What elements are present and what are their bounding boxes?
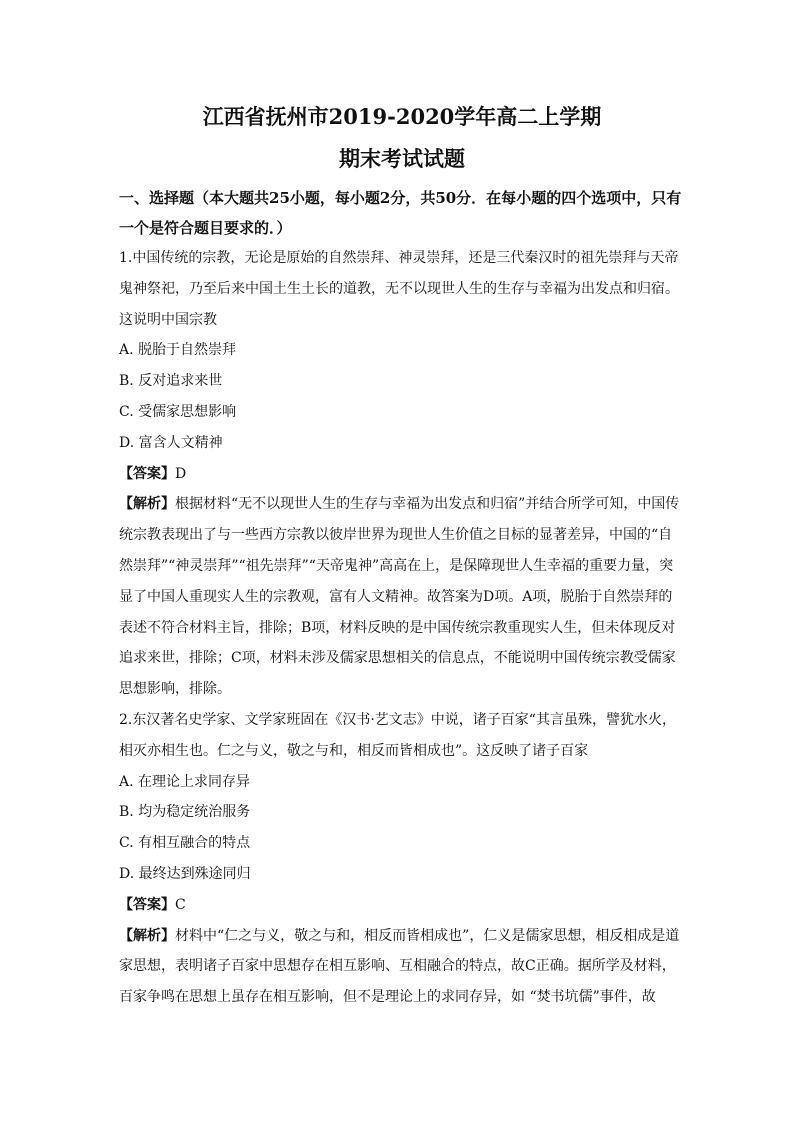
question-1-analysis [119, 489, 685, 705]
section-heading: 一、选择题（本大题共25小题，每小题2分，共50分．在每小题的四个选项中，只有一个是符合题目要求的．） [119, 189, 682, 237]
question-1 [119, 243, 685, 705]
answer-value: C [175, 896, 186, 913]
question-1-option-b: B. 反对追求来世 [119, 373, 223, 390]
analysis-label: 【解析】 [119, 496, 175, 513]
analysis-label: 【解析】 [119, 927, 175, 944]
question-1-stem: 1.中国传统的宗教，无论是原始的自然崇拜、神灵崇拜，还是三代秦汉时的祖先崇拜与天帝鬼神祭祀，乃至后来中国土生土长的道教，无不以现世人生的生存与幸福为出发点和归宿。这说明中国宗教 [119, 250, 679, 328]
question-1-option-a: A. 脱胎于自然崇拜 [119, 342, 237, 359]
question-1-option-c: C. 受儒家思想影响 [119, 403, 237, 420]
analysis-text: 根据材料“无不以现世人生的生存与幸福为出发点和归宿”并结合所学可知，中国传统宗教表现出了与一些西方宗教以彼岸世界为现世人生价值之目标的显著差异，中国的“自然崇拜”“神灵崇拜”“祖先崇拜”“天帝鬼神”高高在上，是保障现世人生幸福的重要力量，突显了中国人重现实人生的宗教观，富有人文精神。故答案为D项。A项，脱胎于自然崇拜的表述不符合材料主旨，排除；B项，材料反映的是中国传统宗教重现实人生，但未体现反对追求来世，排除；C项，材料未涉及儒家思想相关的信息点，不能说明中国传统宗教受儒家思想影响，排除。 [119, 496, 680, 698]
question-1-option-d: D. 富含人文精神 [119, 434, 223, 451]
answer-value: D [175, 465, 187, 482]
answer-label: 【答案】 [119, 465, 175, 482]
question-1-answer [119, 459, 685, 490]
question-2-option-b: B. 均为稳定统治服务 [119, 804, 251, 821]
document-title-line-2: 期末考试试题 [339, 146, 465, 171]
question-2-option-d: D. 最终达到殊途同归 [119, 865, 251, 882]
document-page [119, 100, 685, 1013]
question-2-option-c: C. 有相互融合的特点 [119, 835, 251, 852]
question-2-answer [119, 890, 685, 921]
question-2 [119, 705, 685, 1013]
question-2-analysis [119, 921, 685, 1013]
analysis-text: 材料中“仁之与义，敬之与和，相反而皆相成也”，仁义是儒家思想，相反相成是道家思想，表明诸子百家中思想存在相互影响、互相融合的特点，故C正确。据所学及材料，百家争鸣在思想上虽存在相互影响，但不是理论上的求同存异，如 “焚书坑儒”事件，故 [119, 927, 680, 1006]
question-2-stem: 2.东汉著名史学家、文学家班固在《汉书·艺文志》中说，诸子百家“其言虽殊，譬犹水火，相灭亦相生也。仁之与义，敬之与和，相反而皆相成也”。这反映了诸子百家 [119, 711, 676, 759]
document-title-line-1: 江西省抚州市2019-2020学年高二上学期 [202, 104, 602, 129]
question-2-option-a: A. 在理论上求同存异 [119, 773, 251, 790]
answer-label: 【答案】 [119, 896, 175, 913]
